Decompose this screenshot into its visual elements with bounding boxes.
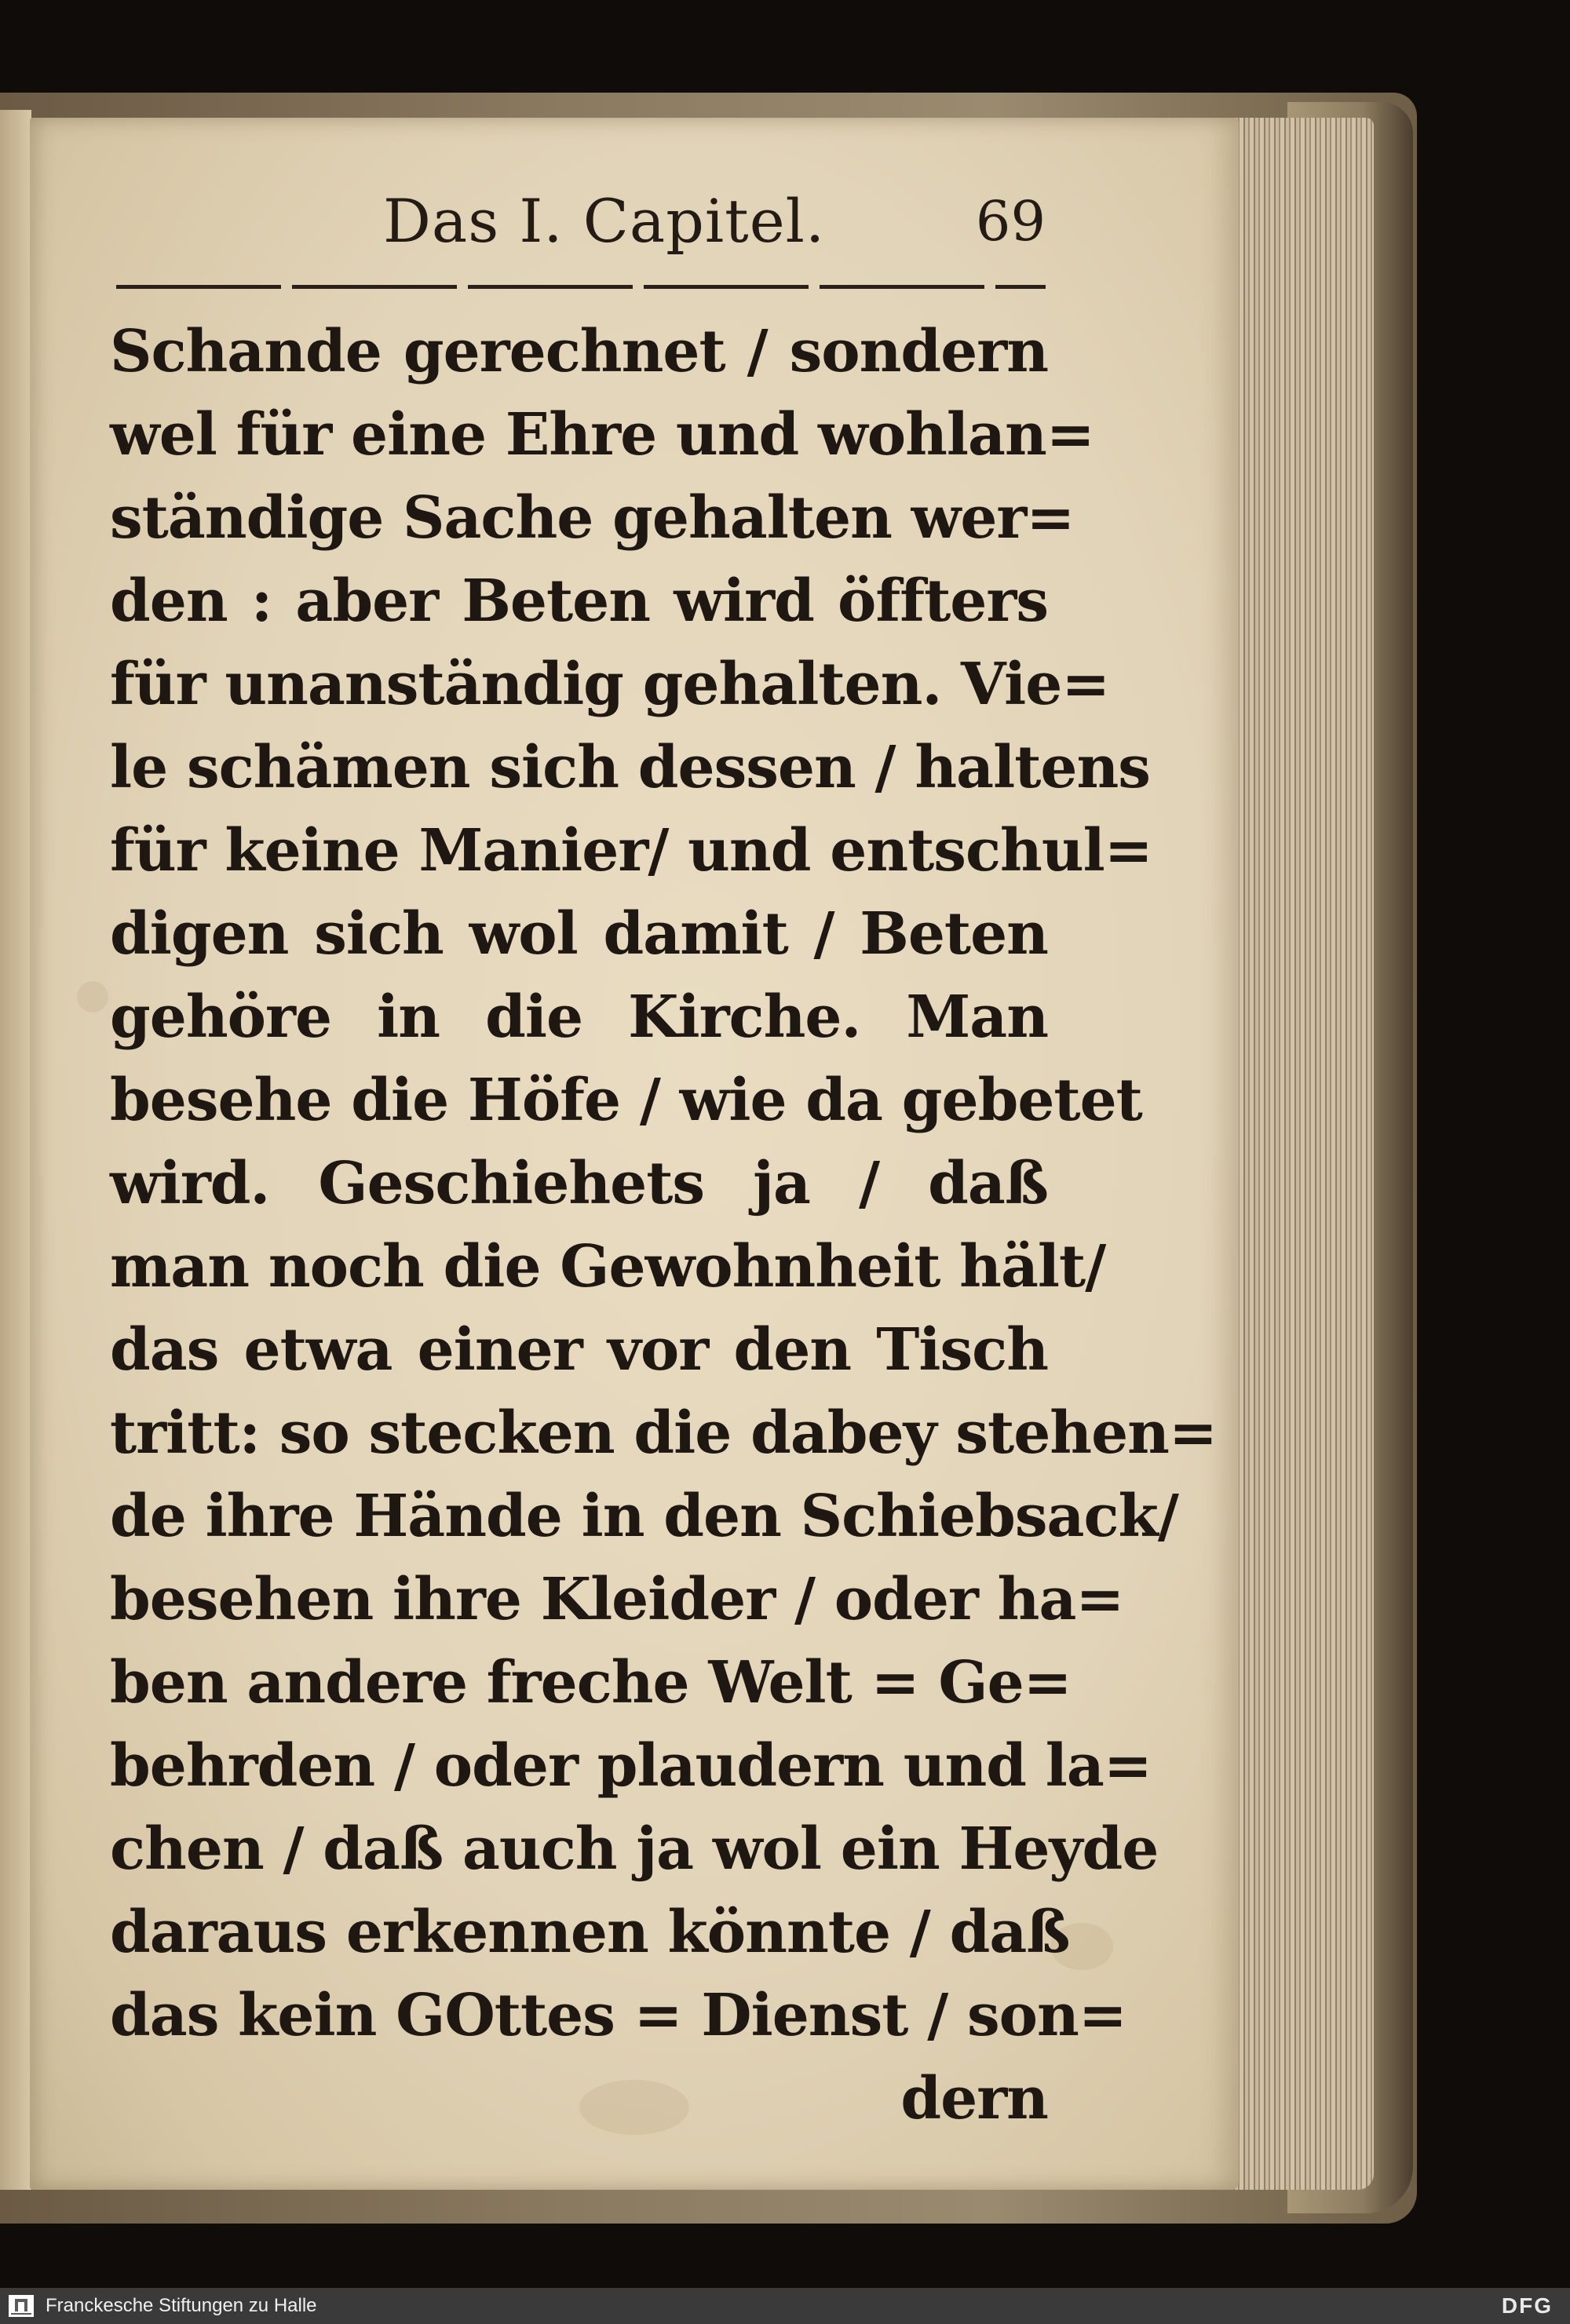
text-line: de ihre Hände in den Schiebsack/ xyxy=(110,1483,1178,1550)
text-line: besehe die Höfe / wie da gebetet xyxy=(110,1067,1142,1134)
text-line: ständige Sache gehalten wer= xyxy=(110,484,1075,552)
catchword: dern xyxy=(900,2065,1048,2132)
text-line: das kein GOttes = Dienst / son= xyxy=(110,1982,1126,2049)
text-line: wel für eine Ehre und wohlan= xyxy=(110,401,1094,469)
chapter-title: Das I. Capitel. xyxy=(383,186,826,256)
text-line: besehen ihre Kleider / oder ha= xyxy=(110,1566,1124,1633)
header-rule xyxy=(116,285,1046,289)
text-line: behrden / oder plaudern und la= xyxy=(110,1732,1152,1800)
running-head xyxy=(116,182,1046,268)
text-line: tritt: so stecken die dabey stehen= xyxy=(110,1399,1217,1467)
text-line: gehöre in die Kirche. Man xyxy=(110,983,1048,1051)
text-line: den : aber Beten wird öffters xyxy=(110,567,1048,635)
text-line: für keine Manier/ und entschul= xyxy=(110,817,1152,885)
text-line: daraus erkennen könnte / daß xyxy=(110,1899,1070,1966)
text-line: wird. Geschiehets ja / daß xyxy=(110,1150,1048,1217)
body-text xyxy=(110,310,1217,2140)
text-line: für unanständig gehalten. Vie= xyxy=(110,651,1110,718)
text-line: man noch die Gewohnheit hält/ xyxy=(110,1233,1106,1301)
institution-label: Franckesche Stiftungen zu Halle xyxy=(46,2295,317,2316)
text-line: chen / daß auch ja wol ein Heyde xyxy=(110,1815,1159,1883)
text-line: Schande gerechnet / sondern xyxy=(110,318,1048,385)
text-line: le schämen sich dessen / haltens xyxy=(110,734,1150,801)
foundation-logo-icon xyxy=(8,2294,35,2318)
paper-stain xyxy=(77,981,108,1012)
text-line: ben andere freche Welt = Ge= xyxy=(110,1649,1072,1717)
text-line: das etwa einer vor den Tisch xyxy=(110,1316,1048,1384)
dfg-logo: DFG xyxy=(1501,2293,1553,2318)
viewer-footer xyxy=(0,2288,1570,2324)
verso-page-edge xyxy=(0,110,31,2190)
page-number: 69 xyxy=(975,189,1046,254)
text-line: digen sich wol damit / Beten xyxy=(110,900,1048,968)
page-edges xyxy=(1225,118,1374,2190)
